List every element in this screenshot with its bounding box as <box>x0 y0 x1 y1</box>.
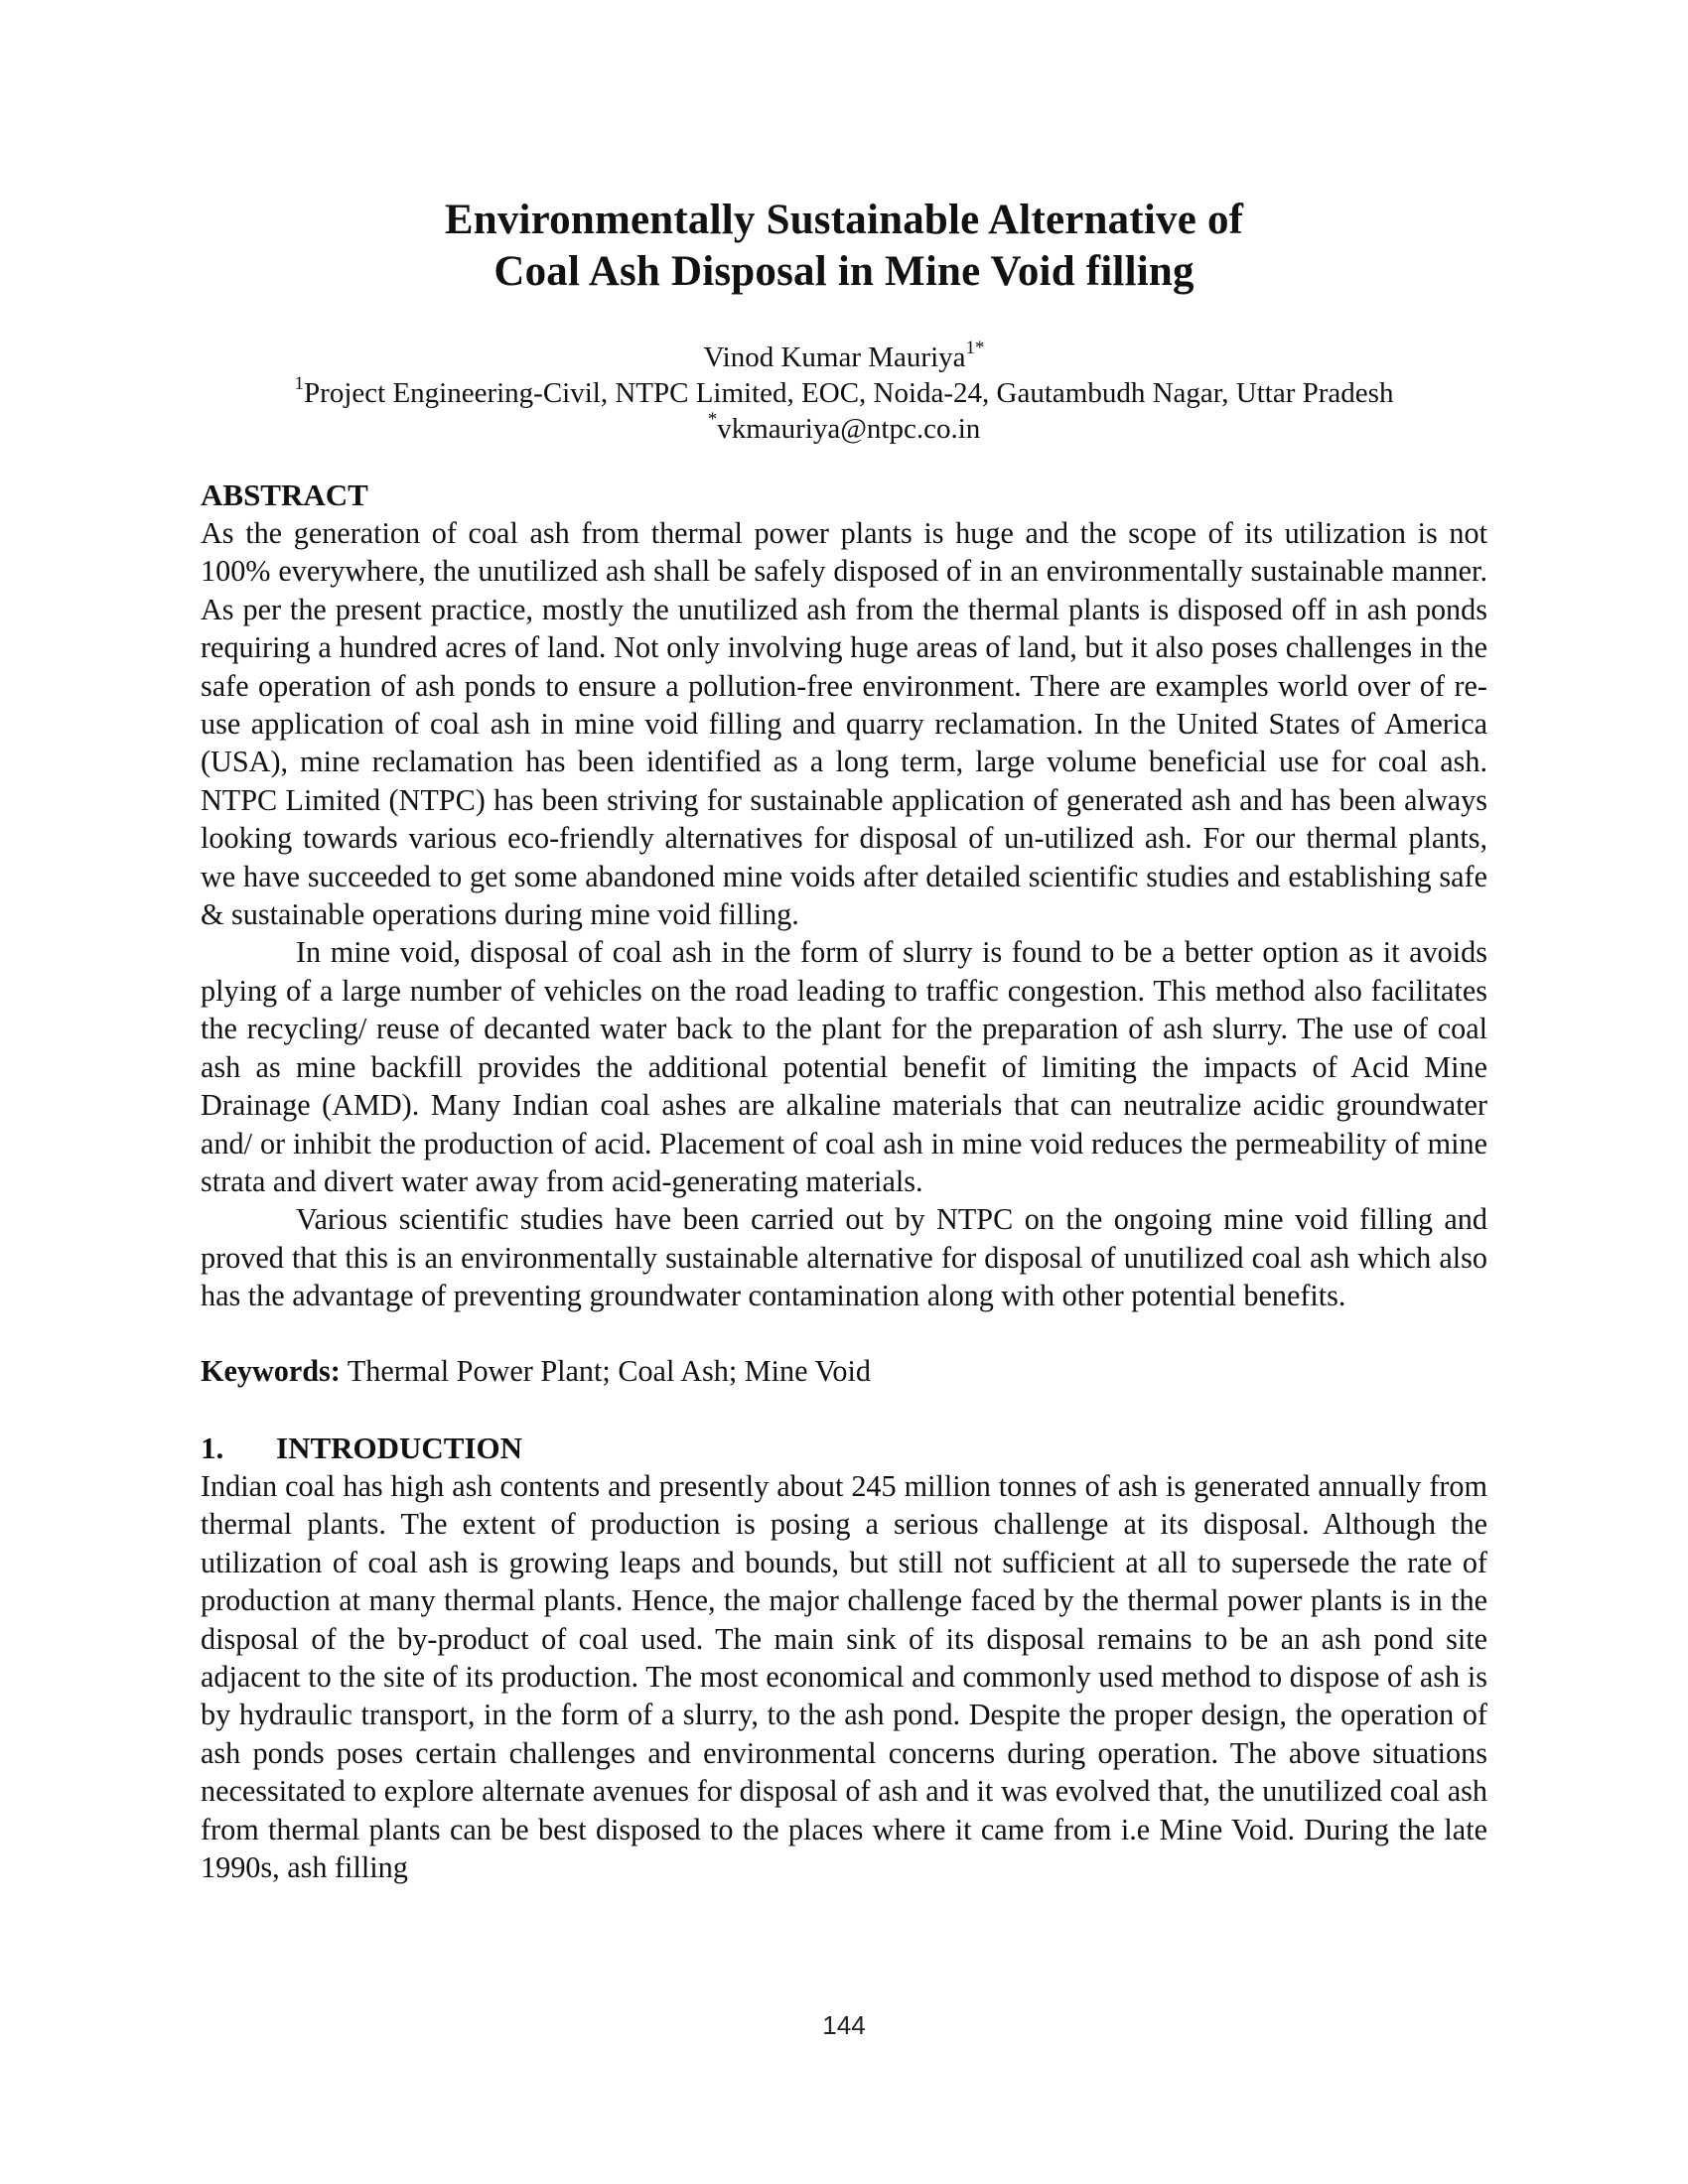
affiliation-text: Project Engineering-Civil, NTPC Limited, EOC, Noida-24, Gautambudh Nagar, Uttar Pradesh <box>304 377 1394 409</box>
page-number: 144 <box>822 2010 866 2040</box>
author-email <box>201 411 1487 447</box>
abstract-heading: ABSTRACT <box>201 478 368 512</box>
affiliation-superscript: 1 <box>294 373 305 395</box>
abstract-paragraph-2: In mine void, disposal of coal ash in the form of slurry is found to be a better option as it avoids plying of a large number of vehicles on the road leading to traffic congestion. This method also facilitates the recycling/ reuse of decanted water back to the plant for the preparation of ash slurry. The use of coal ash as mine backfill provides the additional potential benefit of limiting the impacts of Acid Mine Drainage (AMD). Many Indian coal ashes are alkaline materials that can neutralize acidic groundwater and/ or inhibit the production of acid. Placement of coal ash in mine void reduces the permeability of mine strata and divert water away from acid-generating materials. <box>201 935 1487 1198</box>
author-name <box>201 340 1487 375</box>
paper-page <box>201 195 1487 1886</box>
abstract-paragraph-3: Various scientific studies have been carried out by NTPC on the ongoing mine void filling and proved that this is an environmentally sustainable alternative for disposal of unutilized coal ash which also has the advantage of preventing groundwater contamination along with other potential benefits. <box>201 1202 1487 1313</box>
author-block <box>201 340 1487 447</box>
keywords-text: Thermal Power Plant; Coal Ash; Mine Void <box>340 1353 872 1388</box>
abstract-paragraph-1: As the generation of coal ash from thermal power plants is huge and the scope of its utilization is not 100% everywhere, the unutilized ash shall be safely disposed of in an environmentally sustainable manner. As per the present practice, mostly the unutilized ash from the thermal plants is disposed off in ash ponds requiring a hundred acres of land. Not only involving huge areas of land, but it also poses challenges in the safe operation of ash ponds to ensure a pollution-free environment. There are examples world over of re-use application of coal ash in mine void filling and quarry reclamation. In the United States of America (USA), mine reclamation has been identified as a long term, large volume beneficial use for coal ash. NTPC Limited (NTPC) has been striving for sustainable application of generated ash and has been always looking towards various eco-friendly alternatives for disposal of un-utilized ash. For our thermal plants, we have succeeded to get some abandoned mine voids after detailed scientific studies and establishing safe & sustainable operations during mine void filling. <box>201 516 1487 932</box>
email-superscript: * <box>707 409 718 431</box>
paper-title <box>201 195 1487 298</box>
section-title: INTRODUCTION <box>276 1430 523 1465</box>
author-affiliation <box>201 375 1487 411</box>
keywords-label: Keywords: <box>201 1353 341 1388</box>
author-name-text: Vinod Kumar Mauriya <box>703 341 966 373</box>
section-number: 1. <box>201 1430 224 1465</box>
introduction-paragraph: Indian coal has high ash contents and presently about 245 million tonnes of ash is generated annually from thermal plants. The extent of production is posing a serious challenge at its disposal. Although the utilization of coal ash is growing leaps and bounds, but still not sufficient at all to supersede the rate of production at many thermal plants. Hence, the major challenge faced by the thermal power plants is in the disposal of the by-product of coal used. The main sink of its disposal remains to be an ash pond site adjacent to the site of its production. The most economical and commonly used method to dispose of ash is by hydraulic transport, in the form of a slurry, to the ash pond. Despite the proper design, the operation of ash ponds poses certain challenges and environmental concerns during operation. The above situations necessitated to explore alternate avenues for disposal of ash and it was evolved that, the unutilized coal ash from thermal plants can be best disposed to the places where it came from i.e Mine Void. During the late 1990s, ash filling <box>201 1468 1487 1884</box>
title-line-1: Environmentally Sustainable Alternative of <box>444 197 1244 243</box>
author-superscript: 1* <box>965 338 985 359</box>
keywords-line <box>201 1352 1487 1390</box>
title-line-2: Coal Ash Disposal in Mine Void filling <box>493 248 1195 295</box>
email-text: vkmauriya@ntpc.co.in <box>717 413 981 445</box>
introduction-heading <box>201 1430 1487 1467</box>
